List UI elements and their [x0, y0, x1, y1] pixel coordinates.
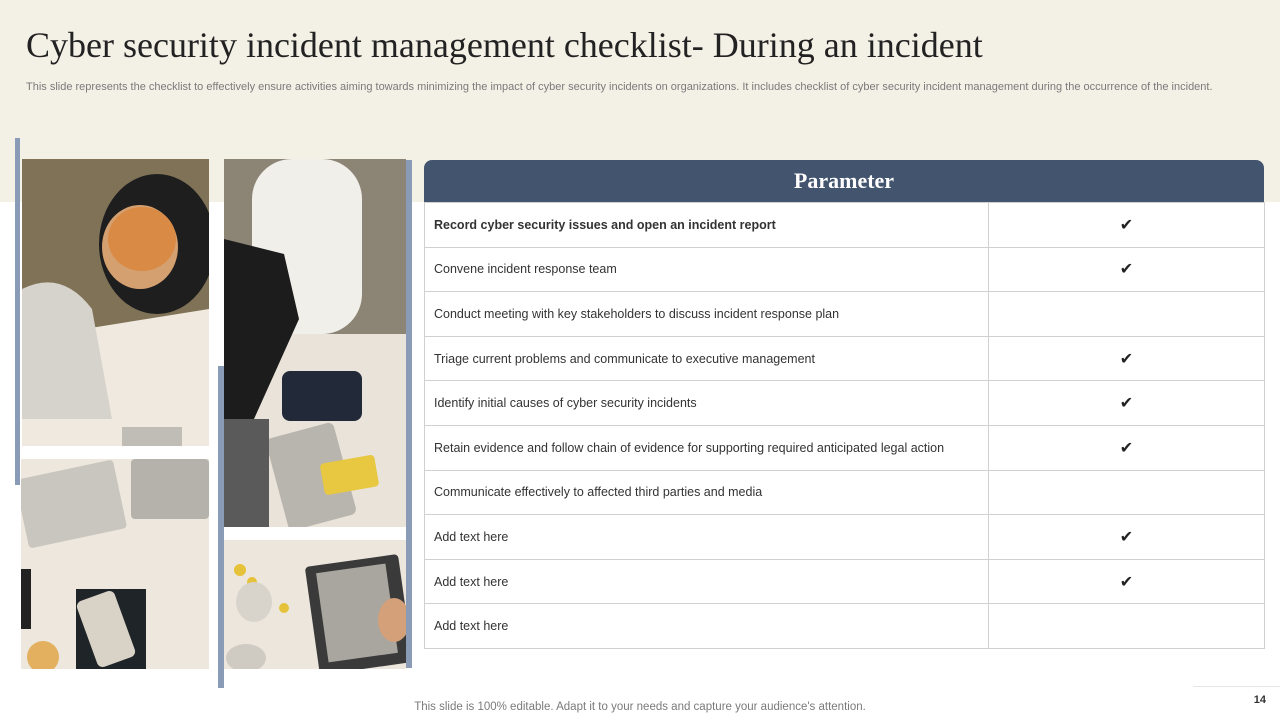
checkmark-icon: ✔	[989, 515, 1265, 560]
photo-bottom-right	[224, 540, 406, 669]
row-label: Record cyber security issues and open an incident report	[425, 203, 989, 248]
table-row	[425, 247, 1265, 292]
row-label: Triage current problems and communicate to executive management	[425, 336, 989, 381]
table-row	[425, 292, 1265, 337]
checkmark-icon: ✔	[989, 247, 1265, 292]
photo-top-right	[224, 159, 406, 527]
photo-top-left	[22, 159, 209, 446]
table-row	[425, 515, 1265, 560]
slide-footer: This slide is 100% editable. Adapt it to your needs and capture your audience's attention.	[414, 701, 866, 713]
row-label: Conduct meeting with key stakeholders to discuss incident response plan	[425, 292, 989, 337]
row-label: Add text here	[425, 515, 989, 560]
slide-title: Cyber security incident management checklist- During an incident	[26, 25, 983, 65]
table-row	[425, 203, 1265, 248]
row-label: Retain evidence and follow chain of evidence for supporting required anticipated legal action	[425, 425, 989, 470]
table-header-parameter: Parameter	[424, 160, 1264, 202]
row-label: Add text here	[425, 559, 989, 604]
table-row	[425, 381, 1265, 426]
table-row	[425, 425, 1265, 470]
photo-laptops-image	[224, 159, 406, 527]
accent-bar-left	[15, 138, 20, 485]
empty-check-cell	[989, 604, 1265, 649]
checkmark-icon: ✔	[989, 425, 1265, 470]
checklist-grid	[424, 202, 1265, 649]
empty-check-cell	[989, 292, 1265, 337]
slide-subtitle: This slide represents the checklist to effectively ensure activities aiming towards minimizing the impact of cyber security incidents on organizations. It includes checklist of cyber security incident management during the occurrence of the incident.	[26, 81, 1213, 93]
photo-bottom-left	[21, 459, 209, 669]
checkmark-icon: ✔	[989, 203, 1265, 248]
row-label: Communicate effectively to affected third parties and media	[425, 470, 989, 515]
checklist-table	[424, 160, 1264, 649]
row-label: Add text here	[425, 604, 989, 649]
checkmark-icon: ✔	[989, 381, 1265, 426]
table-row	[425, 336, 1265, 381]
checkmark-icon: ✔	[989, 559, 1265, 604]
table-row	[425, 604, 1265, 649]
page-number: 14	[1253, 694, 1266, 706]
row-label: Convene incident response team	[425, 247, 989, 292]
table-row	[425, 559, 1265, 604]
photo-desk-image	[21, 459, 209, 669]
checkmark-icon: ✔	[989, 336, 1265, 381]
table-row	[425, 470, 1265, 515]
row-label: Identify initial causes of cyber security incidents	[425, 381, 989, 426]
accent-bar-right	[406, 160, 412, 668]
empty-check-cell	[989, 470, 1265, 515]
photo-laptop-hands-image	[224, 540, 406, 669]
photo-team-meeting-image	[22, 159, 209, 446]
